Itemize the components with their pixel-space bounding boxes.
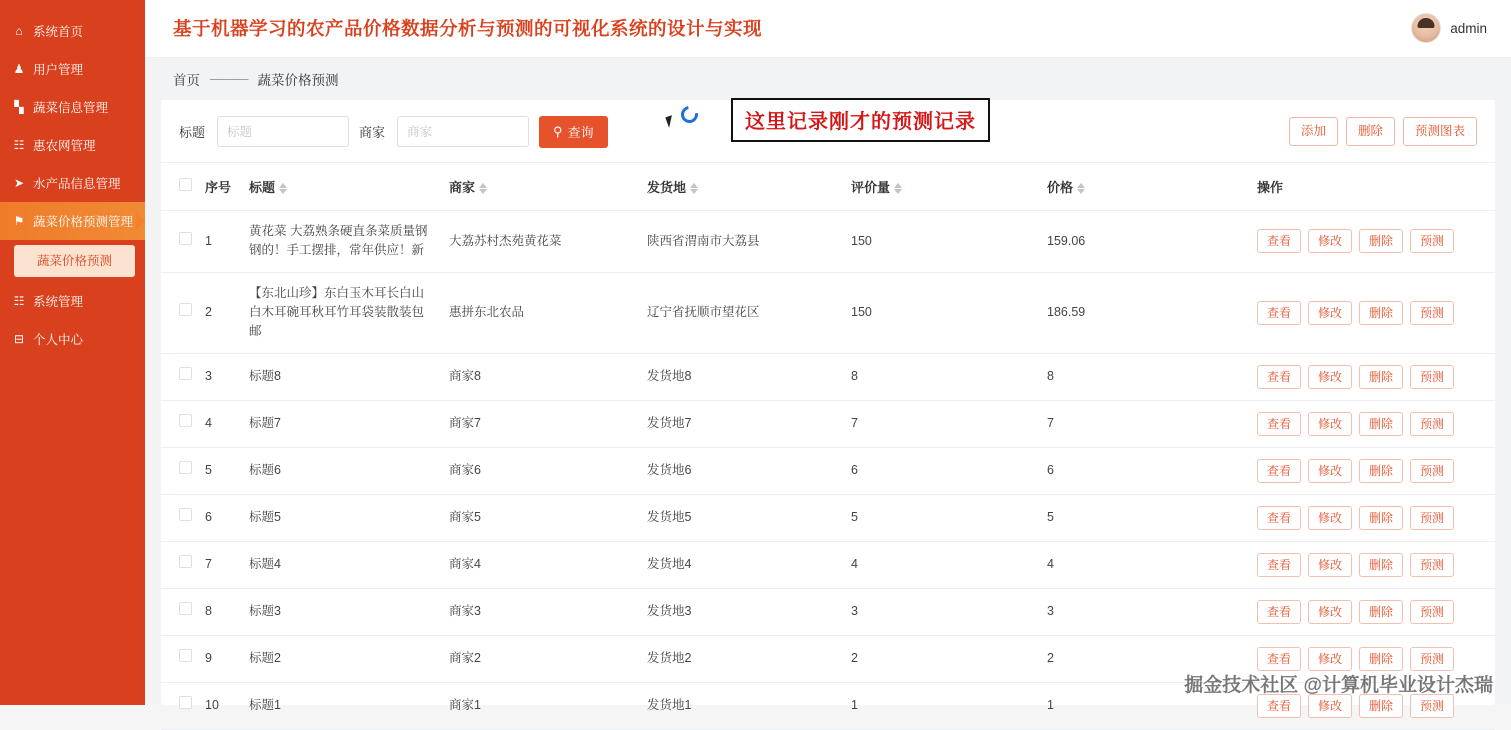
cell-evaluations: 150: [843, 210, 1039, 272]
avatar: [1411, 13, 1441, 43]
row-op-forecast-button[interactable]: 预测: [1410, 506, 1454, 530]
cell-evaluations: 2: [843, 635, 1039, 682]
sidebar-item-label: 惠农网管理: [33, 139, 96, 153]
cell-evaluations: 6: [843, 447, 1039, 494]
sort-icon[interactable]: [894, 182, 902, 195]
cell-shop: 大荔苏村杰苑黄花菜: [441, 210, 639, 272]
header-user-area[interactable]: [1411, 13, 1487, 43]
row-op-edit-button[interactable]: 修改: [1308, 301, 1352, 325]
cell-title: 【东北山珍】东白玉木耳长白山白木耳碗耳秋耳竹耳袋装散装包邮: [241, 272, 441, 353]
row-select-cell: [161, 272, 197, 353]
row-op-forecast-button[interactable]: 预测: [1410, 229, 1454, 253]
sort-icon[interactable]: [279, 182, 287, 195]
cell-shop: 商家3: [441, 588, 639, 635]
cell-price: 159.06: [1039, 210, 1249, 272]
row-op-view-button[interactable]: 查看: [1257, 553, 1301, 577]
row-op-view-button[interactable]: 查看: [1257, 412, 1301, 436]
sidebar-item-label: 蔬菜价格预测管理: [32, 215, 133, 229]
row-select-cell: [161, 588, 197, 635]
user-circle-icon: ⊟: [13, 332, 25, 346]
cell-price: 2: [1039, 635, 1249, 682]
row-op-delete-button[interactable]: 删除: [1359, 553, 1403, 577]
cell-shop: 商家4: [441, 541, 639, 588]
row-checkbox[interactable]: [179, 602, 192, 615]
cell-operations: [1249, 588, 1495, 635]
row-op-edit-button[interactable]: 修改: [1308, 647, 1352, 671]
sidebar-item-label: 个人中心: [33, 333, 84, 347]
sort-icon[interactable]: [1077, 182, 1085, 195]
cell-shop: 商家8: [441, 353, 639, 400]
send-icon: ➤: [13, 176, 25, 190]
row-op-edit-button[interactable]: 修改: [1308, 600, 1352, 624]
cell-evaluations: 3: [843, 588, 1039, 635]
cell-shop: 商家5: [441, 494, 639, 541]
cell-price: 7: [1039, 400, 1249, 447]
mouse-cursor-icon: [665, 115, 675, 128]
breadcrumb: [145, 58, 1511, 100]
column-header-evaluations[interactable]: [843, 163, 1039, 211]
row-op-delete-button[interactable]: 删除: [1359, 459, 1403, 483]
title-search-input[interactable]: [217, 116, 349, 147]
cell-title: 标题6: [241, 447, 441, 494]
cell-index: 3: [197, 353, 241, 400]
medal-icon: ⚑: [13, 214, 25, 228]
breadcrumb-separator: ———: [210, 71, 248, 87]
sort-icon[interactable]: [690, 182, 698, 195]
cell-price: 6: [1039, 447, 1249, 494]
cell-address: 发货地2: [639, 635, 843, 682]
row-operations: [1257, 412, 1487, 436]
chart-icon: ▚: [14, 100, 24, 114]
breadcrumb-home[interactable]: 首页: [173, 72, 200, 88]
row-checkbox[interactable]: [179, 508, 192, 521]
row-op-delete-button[interactable]: 删除: [1359, 600, 1403, 624]
cell-address: 发货地1: [639, 682, 843, 729]
cell-address: 辽宁省抚顺市望花区: [639, 272, 843, 353]
cell-price: 1: [1039, 682, 1249, 729]
cell-index: 5: [197, 447, 241, 494]
row-select-cell: [161, 541, 197, 588]
annotation-callout: 这里记录刚才的预测记录: [731, 98, 990, 142]
row-select-cell: [161, 682, 197, 729]
data-table-wrapper: [161, 162, 1495, 730]
cell-index: 10: [197, 682, 241, 729]
row-op-edit-button[interactable]: 修改: [1308, 506, 1352, 530]
table-row: [161, 682, 1495, 729]
row-op-view-button[interactable]: 查看: [1257, 459, 1301, 483]
sidebar-subitem-price-forecast[interactable]: 蔬菜价格预测: [14, 245, 135, 277]
cell-shop: 商家6: [441, 447, 639, 494]
row-op-view-button[interactable]: 查看: [1257, 647, 1301, 671]
row-checkbox[interactable]: [179, 367, 192, 380]
table-body: [161, 210, 1495, 729]
cell-evaluations: 1: [843, 682, 1039, 729]
column-label: 商家: [449, 179, 476, 195]
row-op-view-button[interactable]: 查看: [1257, 600, 1301, 624]
sidebar-item-label: 系统管理: [33, 295, 84, 309]
cell-title: 标题5: [241, 494, 441, 541]
cell-index: 8: [197, 588, 241, 635]
cell-evaluations: 8: [843, 353, 1039, 400]
data-table: [161, 163, 1495, 730]
table-row: [161, 447, 1495, 494]
cell-title: 标题1: [241, 682, 441, 729]
row-op-view-button[interactable]: 查看: [1257, 694, 1301, 718]
select-all-checkbox[interactable]: [179, 178, 192, 191]
cell-operations: [1249, 635, 1495, 682]
row-op-forecast-button[interactable]: 预测: [1410, 647, 1454, 671]
row-operations: [1257, 600, 1487, 624]
row-op-edit-button[interactable]: 修改: [1308, 553, 1352, 577]
sidebar-item-label: 用户管理: [33, 63, 84, 77]
cell-index: 7: [197, 541, 241, 588]
top-header: [145, 0, 1511, 58]
cell-title: 标题2: [241, 635, 441, 682]
table-row: [161, 353, 1495, 400]
table-row: [161, 588, 1495, 635]
row-op-view-button[interactable]: 查看: [1257, 229, 1301, 253]
cell-operations: [1249, 353, 1495, 400]
cell-address: 发货地6: [639, 447, 843, 494]
row-op-forecast-button[interactable]: 预测: [1410, 365, 1454, 389]
row-select-cell: [161, 400, 197, 447]
sidebar-item-profile[interactable]: [0, 320, 145, 358]
row-select-cell: [161, 447, 197, 494]
cell-price: 5: [1039, 494, 1249, 541]
row-checkbox[interactable]: [179, 649, 192, 662]
cell-operations: [1249, 541, 1495, 588]
cell-price: 3: [1039, 588, 1249, 635]
row-select-cell: [161, 353, 197, 400]
grid-icon: ☷: [13, 294, 25, 308]
row-op-view-button[interactable]: 查看: [1257, 365, 1301, 389]
row-op-edit-button[interactable]: 修改: [1308, 365, 1352, 389]
cell-operations: [1249, 494, 1495, 541]
search-button[interactable]: [539, 116, 608, 148]
row-operations: [1257, 506, 1487, 530]
row-operations: [1257, 301, 1487, 325]
row-op-view-button[interactable]: 查看: [1257, 301, 1301, 325]
column-header-address[interactable]: [639, 163, 843, 211]
column-label: 评价量: [851, 179, 891, 195]
row-select-cell: [161, 494, 197, 541]
table-row: [161, 494, 1495, 541]
row-op-forecast-button[interactable]: 预测: [1410, 459, 1454, 483]
cell-title: 标题4: [241, 541, 441, 588]
watermark-text: 掘金技术社区 @计算机毕业设计杰瑞: [1184, 675, 1493, 696]
search-icon: ⚲: [553, 123, 563, 139]
users-icon: ♟: [13, 62, 25, 76]
forecast-chart-button[interactable]: 预测图表: [1403, 117, 1477, 146]
cell-operations: [1249, 272, 1495, 353]
row-operations: [1257, 553, 1487, 577]
row-op-forecast-button[interactable]: 预测: [1410, 412, 1454, 436]
title-field-label: 标题: [179, 125, 206, 141]
row-operations: [1257, 459, 1487, 483]
cell-address: 发货地8: [639, 353, 843, 400]
row-op-delete-button[interactable]: 删除: [1359, 301, 1403, 325]
column-label: 发货地: [647, 179, 687, 195]
cell-evaluations: 7: [843, 400, 1039, 447]
row-checkbox[interactable]: [179, 232, 192, 245]
column-header-title[interactable]: [241, 163, 441, 211]
cell-address: 发货地4: [639, 541, 843, 588]
row-op-delete-button[interactable]: 删除: [1359, 365, 1403, 389]
table-row: [161, 272, 1495, 353]
select-all-header: [161, 163, 197, 211]
row-op-forecast-button[interactable]: 预测: [1410, 553, 1454, 577]
cell-evaluations: 150: [843, 272, 1039, 353]
cell-index: 1: [197, 210, 241, 272]
column-label: 标题: [249, 179, 276, 195]
row-op-edit-button[interactable]: 修改: [1308, 694, 1352, 718]
sidebar-item-label: 水产品信息管理: [33, 177, 121, 191]
row-operations: [1257, 229, 1487, 253]
column-header-shop[interactable]: [441, 163, 639, 211]
cell-operations: [1249, 447, 1495, 494]
cell-price: 4: [1039, 541, 1249, 588]
search-button-label: 查询: [567, 125, 594, 141]
column-label: 价格: [1047, 179, 1074, 195]
row-select-cell: [161, 635, 197, 682]
table-row: [161, 400, 1495, 447]
cell-shop: 惠拼东北农品: [441, 272, 639, 353]
row-operations: [1257, 647, 1487, 671]
sidebar-item-price-forecast-mgmt[interactable]: [0, 202, 145, 240]
column-header-operations: 操作: [1249, 163, 1495, 211]
row-operations: [1257, 365, 1487, 389]
sidebar-item-label: 系统首页: [33, 25, 84, 39]
cell-address: 陕西省渭南市大荔县: [639, 210, 843, 272]
table-row: [161, 541, 1495, 588]
cell-operations: [1249, 682, 1495, 729]
cell-index: 9: [197, 635, 241, 682]
cell-price: 186.59: [1039, 272, 1249, 353]
page-title: 基于机器学习的农产品价格数据分析与预测的可视化系统的设计与实现: [173, 18, 763, 40]
main-area: [145, 0, 1511, 713]
cell-index: 2: [197, 272, 241, 353]
sidebar-item-system-mgmt[interactable]: [0, 282, 145, 320]
row-checkbox[interactable]: [179, 555, 192, 568]
cell-title: 标题8: [241, 353, 441, 400]
shop-field-label: 商家: [359, 125, 386, 141]
table-row: [161, 210, 1495, 272]
row-op-delete-button[interactable]: 删除: [1359, 647, 1403, 671]
sidebar-item-huinong[interactable]: [0, 126, 145, 164]
row-select-cell: [161, 210, 197, 272]
cell-address: 发货地5: [639, 494, 843, 541]
sidebar-item-aquatic-info[interactable]: [0, 164, 145, 202]
toolbar-actions: [1289, 117, 1477, 146]
sort-icon[interactable]: [479, 182, 487, 195]
sidebar-item-vegetable-info[interactable]: [0, 88, 145, 126]
cell-shop: 商家2: [441, 635, 639, 682]
table-header-row: [161, 163, 1495, 211]
cell-evaluations: 4: [843, 541, 1039, 588]
shop-search-input[interactable]: [397, 116, 529, 147]
breadcrumb-current: 蔬菜价格预测: [257, 72, 339, 88]
table-row: [161, 635, 1495, 682]
delete-button[interactable]: 删除: [1346, 117, 1395, 146]
cell-operations: [1249, 210, 1495, 272]
row-op-delete-button[interactable]: 删除: [1359, 229, 1403, 253]
row-operations: [1257, 694, 1487, 718]
row-checkbox[interactable]: [179, 696, 192, 709]
row-checkbox[interactable]: [179, 461, 192, 474]
table-header: [161, 163, 1495, 211]
add-button[interactable]: 添加: [1289, 117, 1338, 146]
sidebar-item-users[interactable]: [0, 50, 145, 88]
content-panel: [161, 100, 1495, 713]
column-header-index: 序号: [197, 163, 241, 211]
cell-title: 标题3: [241, 588, 441, 635]
cell-shop: 商家7: [441, 400, 639, 447]
grid-icon: ☷: [13, 138, 25, 152]
cell-address: 发货地3: [639, 588, 843, 635]
cell-evaluations: 5: [843, 494, 1039, 541]
sidebar: [0, 0, 145, 705]
row-op-forecast-button[interactable]: 预测: [1410, 301, 1454, 325]
row-op-edit-button[interactable]: 修改: [1308, 459, 1352, 483]
row-checkbox[interactable]: [179, 303, 192, 316]
row-op-delete-button[interactable]: 删除: [1359, 694, 1403, 718]
row-checkbox[interactable]: [179, 414, 192, 427]
home-icon: ⌂: [15, 24, 23, 38]
cell-price: 8: [1039, 353, 1249, 400]
search-toolbar: [161, 100, 1495, 162]
row-op-delete-button[interactable]: 删除: [1359, 412, 1403, 436]
cell-title: 黄花菜 大荔熟条硬直条菜质量钢钢的！手工摆排，常年供应！新: [241, 210, 441, 272]
username-label: admin: [1450, 20, 1487, 36]
row-op-edit-button[interactable]: 修改: [1308, 229, 1352, 253]
cell-address: 发货地7: [639, 400, 843, 447]
column-header-price[interactable]: [1039, 163, 1249, 211]
cell-shop: 商家1: [441, 682, 639, 729]
sidebar-item-label: 蔬菜信息管理: [33, 101, 109, 115]
row-op-delete-button[interactable]: 删除: [1359, 506, 1403, 530]
cell-index: 4: [197, 400, 241, 447]
loading-spinner-icon: [678, 103, 702, 127]
sidebar-item-home[interactable]: [0, 12, 145, 50]
row-op-forecast-button[interactable]: 预测: [1410, 600, 1454, 624]
cell-title: 标题7: [241, 400, 441, 447]
row-op-forecast-button[interactable]: 预测: [1410, 694, 1454, 718]
cell-index: 6: [197, 494, 241, 541]
row-op-view-button[interactable]: 查看: [1257, 506, 1301, 530]
cell-operations: [1249, 400, 1495, 447]
row-op-edit-button[interactable]: 修改: [1308, 412, 1352, 436]
